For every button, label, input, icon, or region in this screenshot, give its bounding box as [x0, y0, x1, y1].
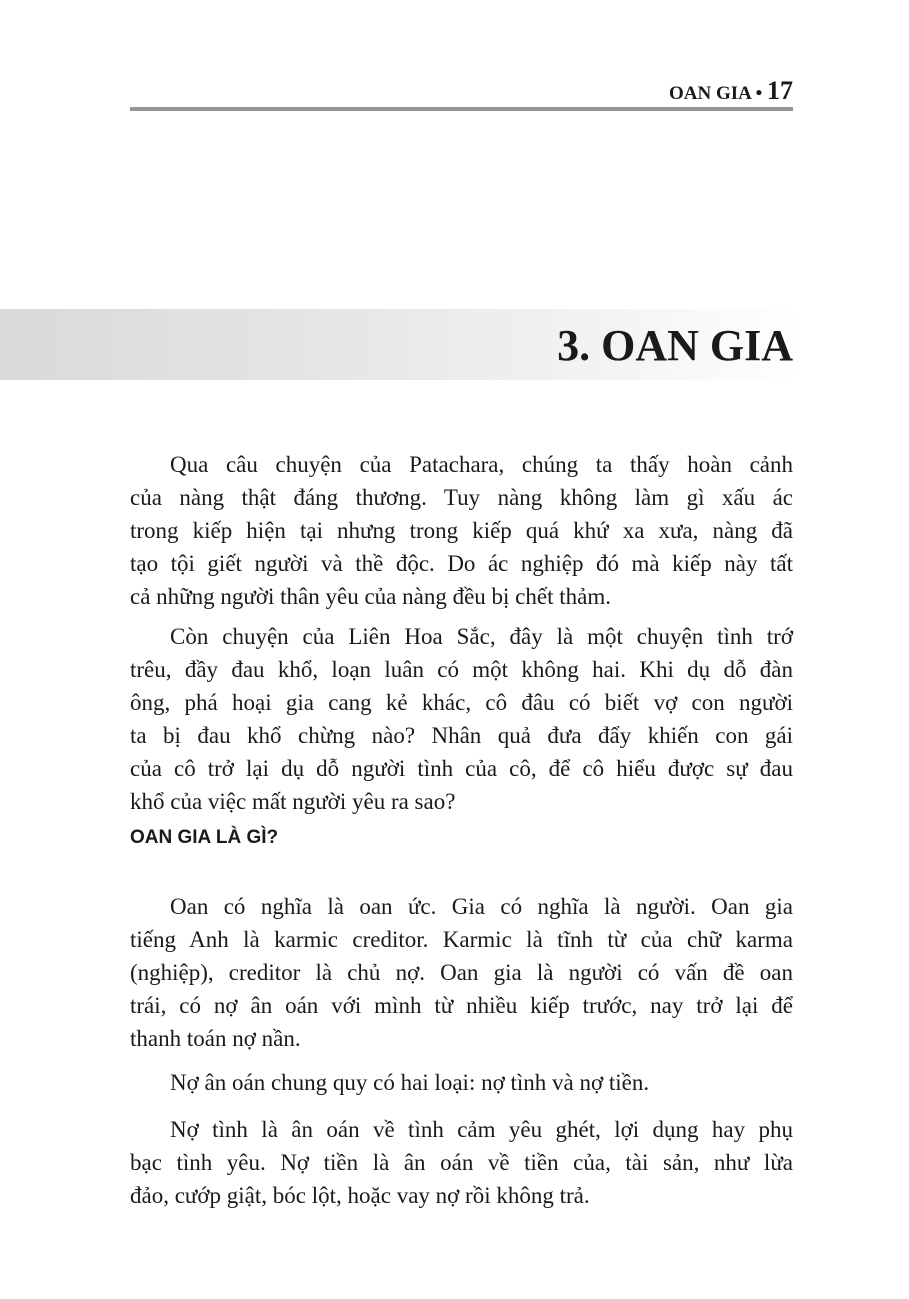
header-rule [130, 107, 793, 111]
running-title: OAN GIA [669, 83, 751, 104]
paragraph-line: (nghiệp), creditor là chủ nợ. Oan gia là người có vấn đề oan [130, 960, 793, 985]
paragraph-line: ta bị đau khổ chừng nào? Nhân quả đưa đẩy khiến con gái [130, 723, 793, 748]
paragraph-line: trong kiếp hiện tại nhưng trong kiếp quá khứ xa xưa, nàng đã [130, 518, 793, 543]
paragraph-line: thanh toán nợ nần. [130, 1026, 301, 1051]
paragraph-line: tạo tội giết người và thề độc. Do ác nghiệp đó mà kiếp này tất [130, 551, 793, 576]
paragraph-line: của nàng thật đáng thương. Tuy nàng không làm gì xấu ác [130, 485, 793, 510]
paragraph-line: khổ của việc mất người yêu ra sao? [130, 789, 456, 814]
paragraph-line: Nợ ân oán chung quy có hai loại: nợ tình và nợ tiền. [170, 1070, 650, 1095]
chapter-title: 3. OAN GIA [557, 321, 793, 370]
paragraph-line: trái, có nợ ân oán với mình từ nhiều kiếp trước, nay trở lại để [130, 993, 793, 1018]
separator-bullet: • [755, 83, 763, 104]
paragraph-line: bạc tình yêu. Nợ tiền là ân oán về tiền của, tài sản, như lừa [130, 1150, 793, 1175]
section-heading: OAN GIA LÀ GÌ? [130, 827, 279, 848]
paragraph-line: Oan có nghĩa là oan ức. Gia có nghĩa là người. Oan gia [170, 894, 793, 919]
paragraph-line: Qua câu chuyện của Patachara, chúng ta thấy hoàn cảnh [170, 452, 793, 477]
paragraph-line: Nợ tình là ân oán về tình cảm yêu ghét, lợi dụng hay phụ [170, 1117, 793, 1142]
paragraph-line: Còn chuyện của Liên Hoa Sắc, đây là một chuyện tình trớ [170, 624, 793, 649]
paragraph-line: trêu, đầy đau khổ, loạn luân có một không hai. Khi dụ dỗ đàn [130, 657, 793, 682]
paragraph-line: đảo, cướp giật, bóc lột, hoặc vay nợ rồi không trả. [130, 1183, 590, 1208]
paragraph-line: ông, phá hoại gia cang kẻ khác, cô đâu có biết vợ con người [130, 690, 793, 715]
running-header [669, 76, 793, 106]
page-number: 17 [767, 76, 793, 105]
paragraph-line: cả những người thân yêu của nàng đều bị chết thảm. [130, 584, 611, 609]
paragraph-line: của cô trở lại dụ dỗ người tình của cô, để cô hiểu được sự đau [130, 756, 793, 781]
paragraph-line: tiếng Anh là karmic creditor. Karmic là tĩnh từ của chữ karma [130, 927, 793, 952]
